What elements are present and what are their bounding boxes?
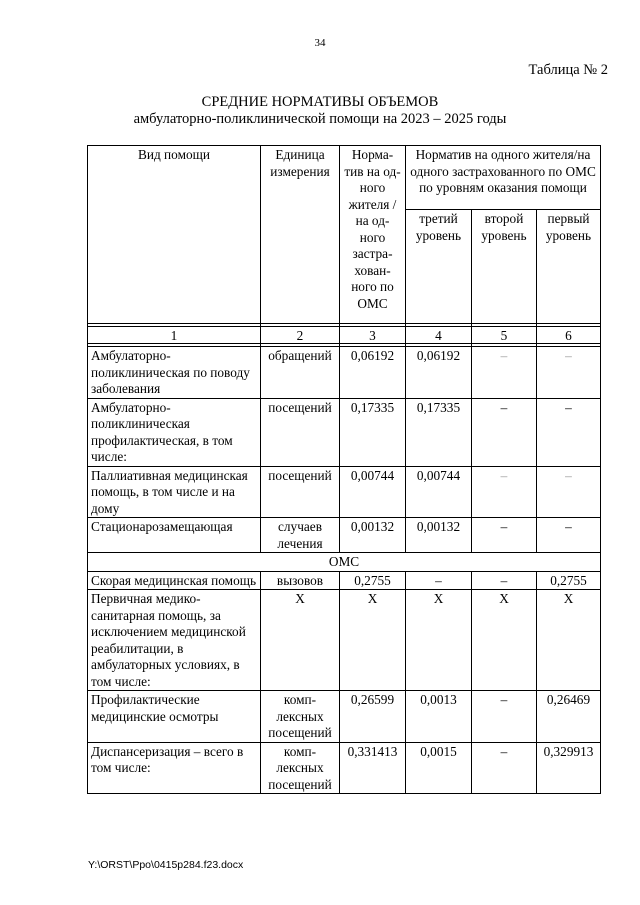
header-row-1 <box>88 146 601 210</box>
section-row <box>88 553 601 572</box>
table-row <box>88 571 601 590</box>
table-row <box>88 518 601 553</box>
row-level-2: – <box>472 347 537 399</box>
header-unit: Единица измерения <box>261 146 340 324</box>
row-unit: комп-лексных посещений <box>261 691 340 743</box>
row-total: 0,00744 <box>340 466 406 518</box>
header-group: Норматив на одного жителя/на одного застрахованного по ОМС по уровням оказания помощи <box>406 146 601 210</box>
title-line-1: СРЕДНИЕ НОРМАТИВЫ ОБЪЕМОВ <box>201 94 439 110</box>
row-unit: случаев лечения <box>261 518 340 553</box>
footer-file-path: Y:\ORST\Ppo\0415p284.f23.docx <box>88 859 244 871</box>
column-number: 3 <box>340 327 406 344</box>
row-unit: обращений <box>261 347 340 399</box>
row-kind: Амбулаторно-поликлиническая по поводу заболевания <box>88 347 261 399</box>
row-level-2: – <box>472 466 537 518</box>
norms-table <box>87 145 601 794</box>
row-level-1: Х <box>537 590 601 691</box>
row-level-3: 0,00744 <box>406 466 472 518</box>
header-level-3: третий уровень <box>406 210 472 324</box>
row-kind: Диспансеризация – всего в том числе: <box>88 742 261 794</box>
table-title <box>0 94 640 128</box>
row-level-1: – <box>537 347 601 399</box>
row-level-3: 0,00132 <box>406 518 472 553</box>
row-total: 0,331413 <box>340 742 406 794</box>
row-unit: комп-лексных посещений <box>261 742 340 794</box>
title-line-2: амбулаторно-поликлинической помощи на 2023 – 2025 годы <box>133 111 507 127</box>
table-row <box>88 466 601 518</box>
row-level-3: 0,06192 <box>406 347 472 399</box>
row-total: Х <box>340 590 406 691</box>
row-level-3: – <box>406 571 472 590</box>
header-total: Норма-тив на од-ного жителя / на од-ного застра-хован-ного по ОМС <box>340 146 406 324</box>
row-total: 0,06192 <box>340 347 406 399</box>
column-numbers-row <box>88 327 601 344</box>
table-label: Таблица № 2 <box>528 62 608 78</box>
row-level-2: – <box>472 518 537 553</box>
header-level-2: второй уровень <box>472 210 537 324</box>
row-level-2: – <box>472 742 537 794</box>
table-row <box>88 398 601 466</box>
row-kind: Первичная медико-санитарная помощь, за исключением медицинской реабилитации, в амбулаторных условиях, в том числе: <box>88 590 261 691</box>
column-number: 5 <box>472 327 537 344</box>
row-total: 0,26599 <box>340 691 406 743</box>
table-row <box>88 691 601 743</box>
header-level-1: первый уровень <box>537 210 601 324</box>
row-kind: Профилактические медицинские осмотры <box>88 691 261 743</box>
row-kind: Амбулаторно-поликлиническая профилактическая, в том числе: <box>88 398 261 466</box>
header-kind: Вид помощи <box>88 146 261 324</box>
row-total: 0,2755 <box>340 571 406 590</box>
row-kind: Скорая медицинская помощь <box>88 571 261 590</box>
row-level-2: – <box>472 691 537 743</box>
row-level-3: Х <box>406 590 472 691</box>
row-unit: вызовов <box>261 571 340 590</box>
row-level-1: – <box>537 466 601 518</box>
row-level-2: – <box>472 398 537 466</box>
row-level-1: 0,329913 <box>537 742 601 794</box>
row-level-1: – <box>537 518 601 553</box>
row-level-1: – <box>537 398 601 466</box>
table-row <box>88 347 601 399</box>
row-level-1: 0,26469 <box>537 691 601 743</box>
row-level-3: 0,0015 <box>406 742 472 794</box>
table-row <box>88 742 601 794</box>
row-total: 0,00132 <box>340 518 406 553</box>
column-number: 1 <box>88 327 261 344</box>
row-total: 0,17335 <box>340 398 406 466</box>
row-unit: Х <box>261 590 340 691</box>
row-unit: посещений <box>261 466 340 518</box>
table-row <box>88 590 601 691</box>
row-unit: посещений <box>261 398 340 466</box>
column-number: 4 <box>406 327 472 344</box>
page-number: 34 <box>314 37 326 49</box>
column-number: 6 <box>537 327 601 344</box>
row-level-3: 0,17335 <box>406 398 472 466</box>
row-level-3: 0,0013 <box>406 691 472 743</box>
section-oms: ОМС <box>88 553 601 572</box>
column-number: 2 <box>261 327 340 344</box>
row-level-2: Х <box>472 590 537 691</box>
row-kind: Стационарозамещающая <box>88 518 261 553</box>
row-level-2: – <box>472 571 537 590</box>
row-kind: Паллиативная медицинская помощь, в том числе и на дому <box>88 466 261 518</box>
row-level-1: 0,2755 <box>537 571 601 590</box>
